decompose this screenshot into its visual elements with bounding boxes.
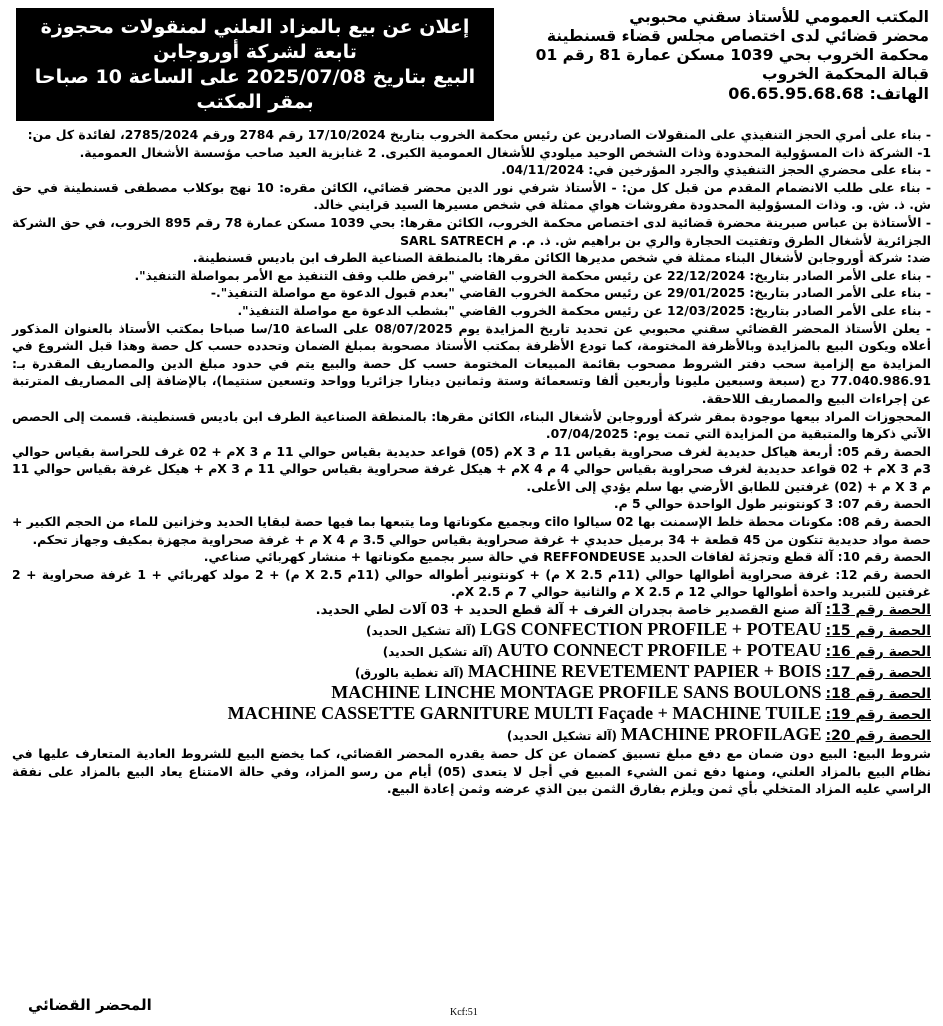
sale-conditions: شروط البيع: البيع دون ضمان مع دفع مبلغ تسبيق كضمان عن كل حصة يقدره المحضر القضائي، كما يخضع البيع للشروط العادية المتعارف عليها في نظام البيع بالمزاد العلني، ومنها دفع ثمن الشيء المبيع في أجل لا يتعدى (05) أيام من رسو المزاد، وفي حالة الامتناع يعاد البيع بالمزاد على نفقة الراسي عليه المزاد المتخلي بأي ثمن ويلزم بفارق الثمن بين الذي عرضه وثمن إعادة البيع. (12, 746, 931, 797)
lot-note: (آلة تشكيل الحديد) (382, 645, 493, 660)
lot-20 (12, 724, 931, 745)
lot-15 (12, 619, 931, 640)
lot-17 (12, 661, 931, 682)
lot-name: MACHINE CASSETTE GARNITURE MULTI Façade + MACHINE TUILE (227, 703, 822, 724)
office-address: محكمة الخروب بحي 1039 مسكن عمارة 81 رقم 01 (535, 46, 929, 64)
title-line-4: بمقر المكتب (196, 90, 314, 113)
lot-18 (12, 682, 931, 703)
paragraph: - الأستاذة بن عباس صبرينة محضرة قضائية لدى اختصاص محكمة الخروب، الكائن مقرها: بحي 1039 مسكن عمارة 78 رقم 895 الخروب، في حق الشركة الجزائرية لأشغال الطرق وتفتيت الحجارة والري بن براهيم ش. ذ. م. م SARL SATRECH (12, 214, 932, 248)
lot-name: AUTO CONNECT PROFILE + POTEAU (496, 640, 822, 661)
lot-note: (آلة تشكيل الحديد) (506, 729, 617, 744)
paragraph: - بناء على طلب الانضمام المقدم من قبل كل من: - الأستاذ شرفي نور الدين محضر قضائي، الكائن مقره: 10 نهج بوكلاب مصطفى قسنطينة في حق ش. ذ. ش. و. وذات المسؤولية المحدودة مفروشات هواي ممثلة في شخص مسيرها السيد قرايني خالد. (12, 179, 931, 213)
paragraph: - بناء على محضري الحجز التنفيذي والجرد المؤرخين في: 04/11/2024. (501, 162, 931, 178)
lot-13 (12, 601, 931, 619)
lot-number: الحصة رقم 19: (825, 707, 931, 724)
lot-paragraph: الحصة رقم 07: 3 كونتونير طول الواحدة حوالي 5 م. (613, 496, 931, 512)
lot-paragraph: الحصة رقم 12: غرفة صحراوية أطوالها حوالي (11م X 2.5 م) + كونتونير أطواله حوالي (11م X 2.5 م) + 2 مولد كهربائي + 1 غرفة صحراوية + 2 غرفتين للتبريد واحدة أطوالها حوالي 12 م X 2.5 م والثانية حوالي 7 م X 2.5م. (12, 566, 931, 600)
office-header (509, 8, 929, 103)
lot-number: الحصة رقم 15: (825, 623, 931, 640)
office-name: المكتب العمومي للأستاذ سقني محبوبي (629, 8, 929, 26)
lot-number: الحصة رقم 20: (825, 728, 931, 745)
title-line-3: البيع بتاريخ 2025/07/08 على الساعة 10 صباحا (34, 65, 476, 88)
paragraph: - يعلن الأستاذ المحضر القضائي سقني محبوبي عن تحديد تاريخ المزايدة يوم 08/07/2025 على الساعة 10/سا صباحا بمكتب الأستاذ بالعنوان المذكور أعلاه ويكون البيع بالمزايدة وبالأظرفة المختومة، كما تودع الأظرفة بمكتب الأستاذ مصحوبة بمبلغ الضمان وتحدده حسب كل حصة وهذا قبل الشروع في المزايدة مع إلزامية سحب دفتر الشروط مصحوب بقائمة المبيعات المختومة حسب كل حصة والبيع يتم في حدود مبلغ الدين والمصاريف المقدرة بـ: 77.040.986.91 دج (سبعة وسبعين مليونا وأربعين ألفا وتسعمائة وستة وثمانين دينارا جزائريا وواحد وتسعين سنتيما)، بالإضافة إلى المصاريف المترتبة عن إجراءات البيع والمصاريف اللاحقة. (12, 320, 932, 406)
paragraph: - بناء على الأمر الصادر بتاريخ: 12/03/2025 عن رئيس محكمة الخروب القاضي "بشطب الدعوة مع مواصلة التنفيذ". (237, 302, 931, 318)
lot-note: (آلة تغطية بالورق) (354, 666, 464, 681)
announcement-title-box (16, 8, 494, 121)
office-jurisdiction: محضر قضائي لدى اختصاص مجلس قضاء قسنطينة (546, 27, 929, 45)
reference-code: Kcf:51 (450, 1007, 478, 1018)
lot-paragraph: الحصة رقم 08: مكونات محطة خلط الإسمنت بها 02 سيالوا cilo وبجميع مكوناتها وما يتبعها بما فيها حصة لبقايا الحديد وخزانين للماء من الحجم الكبير + حصة مواد حديدية تتكون من 45 قطعة + 34 برميل حديدي + غرفة صحراوية بقياس حوالي 3.5 م X 4 م + غرفة صحراوية مجهزة بمكيف وجهاز تحكم. (12, 514, 931, 547)
paragraph: المحجوزات المراد بيعها موجودة بمقر شركة أوروجابن لأشغال البناء، الكائن مقرها: بالمنطقة الصناعية الطرف ابن باديس قسنطينة. قسمت إلى الحصص الآتي ذكرها والمتبقية من المزايدة التي تمت يوم: 07/04/2025. (12, 408, 931, 442)
title-line-2: تابعة لشركة أوروجابن (153, 40, 357, 63)
title-line-1: إعلان عن بيع بالمزاد العلني لمنقولات محجوزة (40, 15, 470, 38)
lot-note: (آلة تشكيل الحديد) (366, 624, 477, 639)
lot-16 (12, 640, 931, 661)
lot-number: الحصة رقم 13: (825, 602, 931, 619)
paragraph: - بناء على أمري الحجز التنفيذي على المنقولات الصادرين عن رئيس محكمة الخروب بتاريخ 17/10/2024 رقم 2784 ورقم 2785/2024، لفائدة كل من: (27, 127, 931, 142)
office-phone: الهاتف: 06.65.95.68.68 (728, 84, 929, 103)
paragraph: - بناء على الأمر الصادر بتاريخ: 22/12/2024 عن رئيس محكمة الخروب القاضي "برفض طلب وقف التنفيذ مع الأمر بمواصلة التنفيذ". (134, 267, 931, 283)
lot-number: الحصة رقم 16: (825, 644, 931, 661)
paragraph: ضد: شركة أوروجابن لأشغال البناء ممثلة في شخص مديرها الكائن مقرها: بالمنطقة الصناعية الطرف ابن باديس قسنطينة. (192, 250, 931, 266)
office-landmark: قبالة المحكمة الخروب (762, 65, 929, 83)
lot-name: آلة صنع القصدير خاصة بجدران الغرف + آلة قطع الحديد + 03 آلات لطي الحديد. (315, 603, 822, 619)
lot-name: MACHINE PROFILAGE (621, 724, 822, 745)
announcement-body (12, 126, 931, 798)
lot-name: LGS CONFECTION PROFILE + POTEAU (480, 619, 822, 640)
lot-19 (12, 703, 931, 724)
paragraph: 1- الشركة ذات المسؤولية المحدودة وذات الشخص الوحيد ميلودي للأشغال العمومية الكبرى. 2 غنابزية العيد صاحب مؤسسة الأشغال العمومية. (79, 144, 931, 160)
lot-name: MACHINE LINCHE MONTAGE PROFILE SANS BOULONS (331, 682, 822, 703)
paragraph: - بناء على الأمر الصادر بتاريخ: 29/01/2025 عن رئيس محكمة الخروب القاضي "بعدم قبول الدعوة مع مواصلة التنفيذ".- (210, 285, 931, 301)
lot-name: MACHINE REVETEMENT PAPIER + BOIS (467, 661, 822, 682)
lot-paragraph: الحصة رقم 10: آلة قطع وتجزئة لفافات الحديد REFFONDEUSE في حالة سير بجميع مكوناتها + منشار كهربائي صناعي. (203, 549, 931, 565)
lot-number: الحصة رقم 18: (825, 686, 931, 703)
lot-paragraph: الحصة رقم 05: أربعة هياكل حديدية لغرف صحراوية بقياس 11 م X 3م (05) قواعد حديدية بقياس حوالي 11 م X 3م + 02 غرف للحراسة بقياس حوالي 3م X 3م + 02 قواعد حديدية لغرف صحراوية بقياس حوالي 4 م X 4م + هيكل غرفة صحراوية بقياس حوالي 11 م X 3م + هيكل غرفة بقياس حوالي 11 م X 3 م + (02) غرفتين للطابق الأرضي بها سلم يؤدي إلى الأعلى. (12, 443, 931, 494)
lot-number: الحصة رقم 17: (825, 665, 931, 682)
bailiff-signature: المحضر القضائي (28, 996, 152, 1014)
